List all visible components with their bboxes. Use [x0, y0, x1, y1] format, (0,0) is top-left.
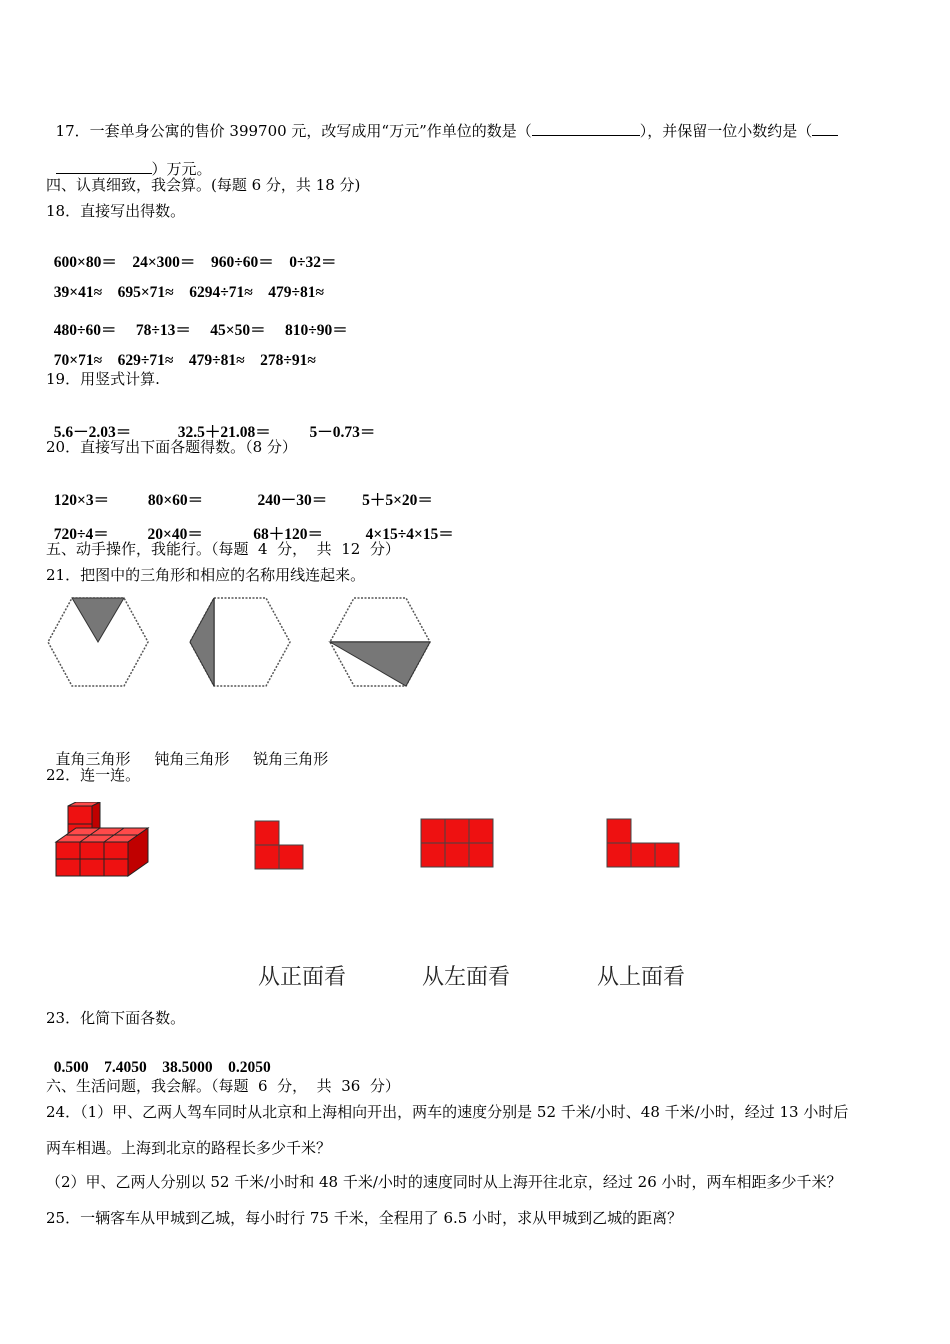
q18-item: 78÷13＝: [135, 322, 191, 339]
q18-item: 278÷91≈: [260, 352, 316, 369]
question-20-title: 20．直接写出下面各题得数。（8 分）: [46, 438, 297, 456]
view-shape-long-l: [606, 818, 682, 870]
q23-item: 38.5000: [162, 1059, 213, 1076]
q20-item: 5＋5×20＝: [362, 492, 433, 509]
shaded-triangle: [190, 598, 214, 686]
question-25: 25．一辆客车从甲城到乙城，每小时行 75 千米，全程用了 6.5 小时，求从甲城到乙城的距离？: [46, 1209, 683, 1227]
q18-item: 629÷71≈: [117, 352, 174, 369]
q18-item: 6294÷71≈: [189, 284, 253, 301]
label-acute-triangle[interactable]: 锐角三角形: [253, 750, 329, 768]
q18-item: 39×41≈: [53, 284, 103, 301]
q23-items: [46, 1041, 271, 1077]
q20-item: 120×3＝: [53, 492, 110, 509]
q18-row-4: [46, 334, 316, 370]
q23-item: 0.2050: [228, 1059, 271, 1076]
q18-item: 695×71≈: [117, 284, 174, 301]
q18-item: 810÷90＝: [285, 322, 348, 339]
question-24-part1: 24．（1）甲、乙两人驾车同时从北京和上海相向开出，两车的速度分别是 52 千米/小时、48 千米/小时，经过 13 小时后: [46, 1103, 849, 1121]
q18-item: 480÷60＝: [53, 322, 117, 339]
view-label-left[interactable]: 从左面看: [422, 965, 511, 990]
answer-blank-1[interactable]: [532, 121, 640, 136]
q18-item: 45×50＝: [210, 322, 266, 339]
question-22-title: 22．连一连。: [46, 766, 141, 784]
q18-item: 479÷81≈: [268, 284, 324, 301]
view-label-top[interactable]: 从上面看: [597, 965, 686, 990]
hexagon-figure-2: [188, 596, 292, 688]
q23-item: 7.4050: [104, 1059, 147, 1076]
q18-item: 960÷60＝: [210, 254, 274, 271]
cube-stack-3d: [52, 802, 152, 880]
q23-item: 0.500: [53, 1059, 89, 1076]
hexagon-figure-3: [328, 596, 432, 688]
label-obtuse-triangle[interactable]: 钝角三角形: [154, 750, 230, 768]
q20-item: 80×60＝: [147, 492, 204, 509]
q20-item: 240－30＝: [257, 492, 328, 509]
q20-item: 4×15÷4×15＝: [365, 526, 454, 543]
q17-text-1: 17．一套单身公寓的售价 399700 元，改写成用“万元”作单位的数是（: [55, 122, 532, 140]
view-shape-l: [254, 820, 306, 872]
question-19-title: 19．用竖式计算.: [46, 370, 160, 388]
q17-text-3: ）万元。: [151, 160, 212, 178]
q17-text-2: ），并保留一位小数约是（: [639, 122, 813, 140]
q18-item: 0÷32＝: [289, 254, 337, 271]
shaded-triangle: [330, 642, 430, 686]
label-right-triangle[interactable]: 直角三角形: [55, 750, 131, 768]
question-18-title: 18．直接写出得数。: [46, 202, 186, 220]
q18-item: 24×300＝: [132, 254, 196, 271]
q18-item: 70×71≈: [53, 352, 103, 369]
q19-item: 32.5＋21.08＝: [177, 424, 271, 441]
answer-blank-2a[interactable]: [812, 121, 838, 136]
q19-item: 5－0.73＝: [309, 424, 376, 441]
section-5-heading: 五、动手操作，我能行。（每题 4 分， 共 12 分）: [46, 540, 400, 558]
hexagon-figure-1: [46, 596, 150, 688]
q20-item: 68＋120＝: [253, 526, 323, 543]
q18-item: 479÷81≈: [188, 352, 245, 369]
question-24-part2: （2）甲、乙两人分别以 52 千米/小时和 48 千米/小时的速度同时从上海开往北京，经过 26 小时，两车相距多少千米？: [46, 1173, 842, 1191]
q20-item: 720÷4＝: [53, 526, 109, 543]
answer-blank-2b[interactable]: [56, 159, 152, 174]
shaded-triangle: [72, 598, 124, 642]
section-6-heading: 六、生活问题，我会解。（每题 6 分， 共 36 分）: [46, 1077, 400, 1095]
question-21-title: 21．把图中的三角形和相应的名称用线连起来。: [46, 566, 366, 584]
question-17-line1: [46, 102, 838, 141]
q18-item: 600×80＝: [53, 254, 117, 271]
view-label-front[interactable]: 从正面看: [258, 965, 347, 990]
question-23-title: 23．化简下面各数。: [46, 1009, 186, 1027]
section-4-heading: 四、认真细致，我会算。(每题 6 分，共 18 分): [46, 176, 361, 194]
question-24-part1-cont: 两车相遇。上海到北京的路程长多少千米？: [46, 1139, 332, 1157]
view-shape-rect: [420, 818, 496, 870]
q20-item: 20×40＝: [147, 526, 203, 543]
q18-row-2: [46, 266, 324, 302]
q19-item: 5.6－2.03＝: [53, 424, 132, 441]
